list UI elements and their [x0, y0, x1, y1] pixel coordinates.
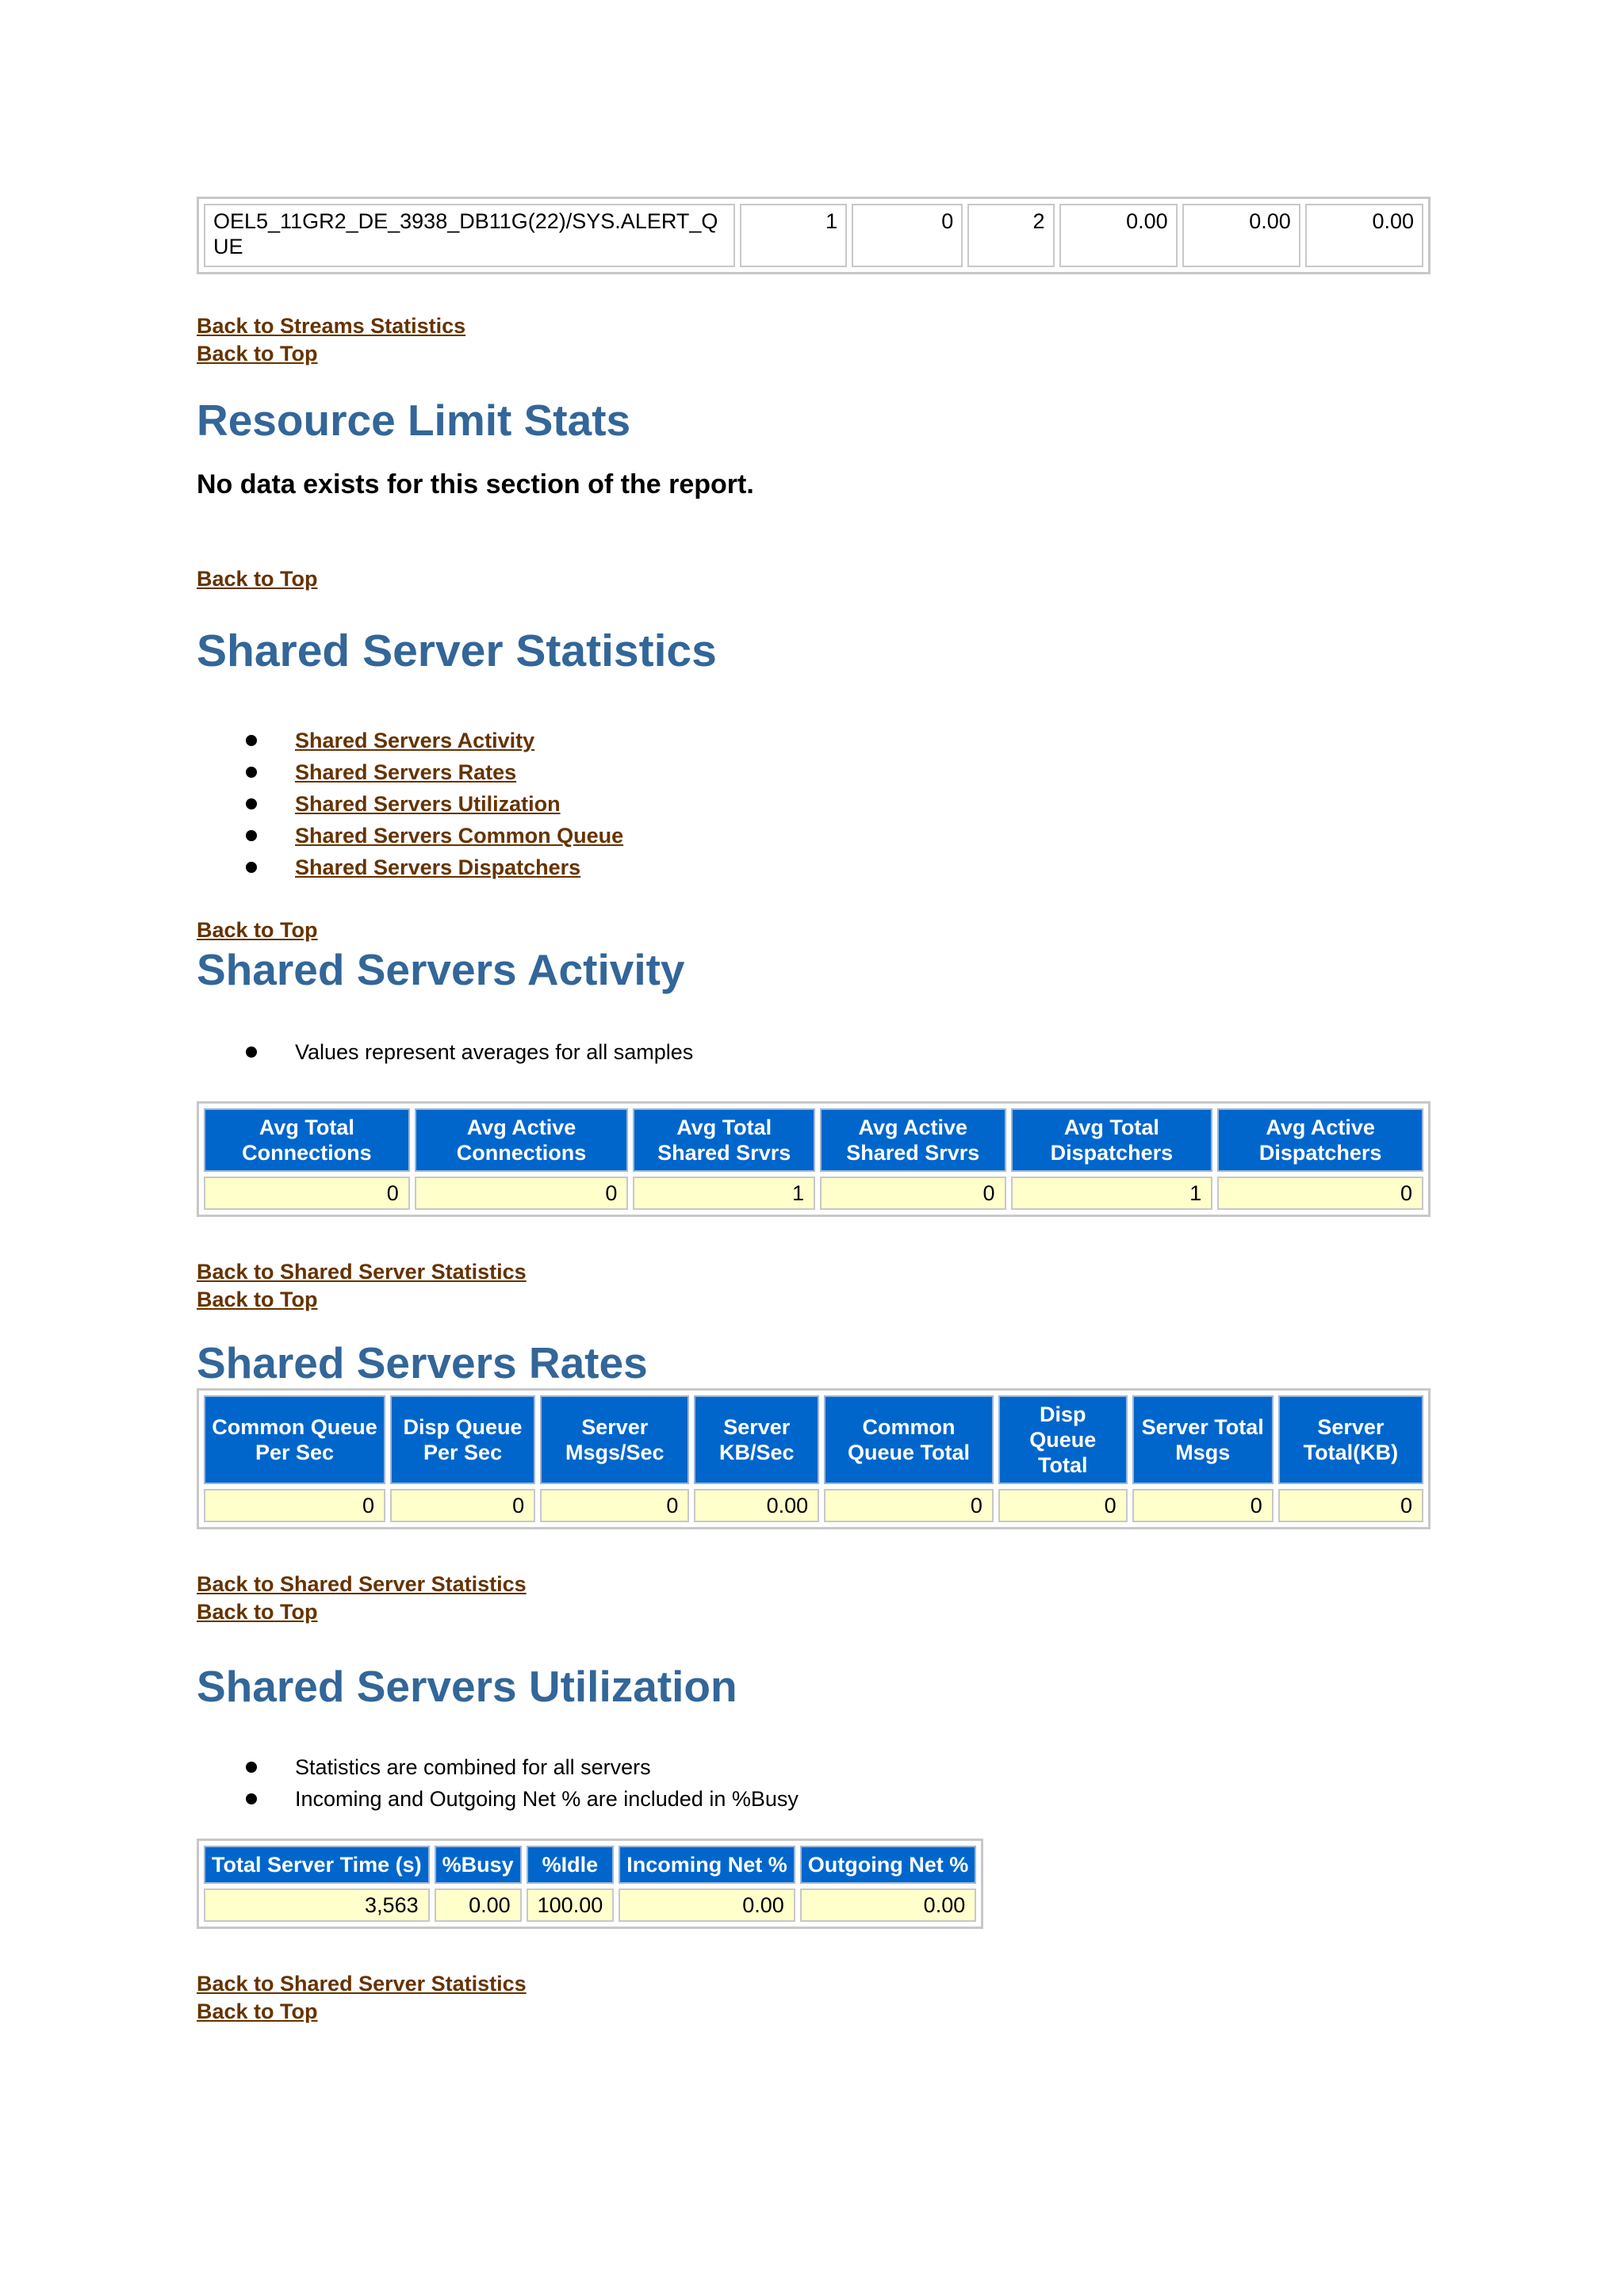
table-cell: 0.00	[1182, 204, 1300, 267]
back-to-top-link[interactable]: Back to Top	[197, 1999, 318, 2023]
back-to-top-link[interactable]: Back to Top	[197, 567, 318, 591]
bullet-icon	[246, 862, 257, 873]
shared-server-toc	[197, 725, 1431, 883]
note-item	[197, 1036, 1431, 1068]
column-header: Server Msgs/Sec	[540, 1395, 689, 1484]
activity-notes	[197, 1036, 1431, 1068]
note-item	[197, 1783, 1431, 1815]
table-row	[204, 204, 1423, 267]
column-header: Avg Active Dispatchers	[1217, 1108, 1423, 1172]
back-to-shared-server-link[interactable]: Back to Shared Server Statistics	[197, 1972, 527, 1996]
note-text: Incoming and Outgoing Net % are included in %Busy	[295, 1787, 799, 1811]
column-header: Disp Queue Total	[998, 1395, 1128, 1484]
back-to-streams-link[interactable]: Back to Streams Statistics	[197, 314, 466, 338]
table-cell: 0.00	[800, 1888, 976, 1922]
table-cell: 0.00	[435, 1888, 522, 1922]
table-cell: 100.00	[527, 1888, 615, 1922]
table-cell: 0	[998, 1489, 1128, 1522]
table-cell: 0	[1217, 1177, 1423, 1210]
column-header: Server Total Msgs	[1132, 1395, 1274, 1484]
toc-item	[197, 756, 1431, 788]
column-header: Common Queue Total	[824, 1395, 994, 1484]
column-header: Avg Active Connections	[415, 1108, 629, 1172]
activity-table	[197, 1101, 1431, 1217]
table-cell: 0	[824, 1489, 994, 1522]
table-cell: 0	[540, 1489, 689, 1522]
table-cell: 0	[1278, 1489, 1423, 1522]
bullet-icon	[246, 1047, 257, 1058]
column-header: Total Server Time (s)	[204, 1846, 430, 1884]
rates-table	[197, 1388, 1431, 1529]
table-cell: 0	[204, 1489, 385, 1522]
table-cell: 1	[1011, 1177, 1213, 1210]
shared-servers-utilization-title: Shared Servers Utilization	[197, 1662, 737, 1711]
shared-servers-activity-title: Shared Servers Activity	[197, 945, 685, 994]
back-to-top-link[interactable]: Back to Top	[197, 1600, 318, 1624]
table-header-row	[204, 1395, 1423, 1484]
utilization-table	[197, 1839, 983, 1929]
bullet-icon	[246, 830, 257, 841]
table-cell: 2	[967, 204, 1054, 267]
toc-item	[197, 851, 1431, 883]
toc-link-utilization[interactable]: Shared Servers Utilization	[295, 792, 561, 816]
table-cell: 0.00	[619, 1888, 795, 1922]
note-text: Values represent averages for all samples	[295, 1040, 694, 1064]
column-header: Avg Active Shared Srvrs	[820, 1108, 1006, 1172]
queue-name-cell: OEL5_11GR2_DE_3938_DB11G(22)/SYS.ALERT_QUE	[204, 204, 735, 267]
table-header-row	[204, 1108, 1423, 1172]
toc-link-rates[interactable]: Shared Servers Rates	[295, 760, 517, 784]
back-to-shared-server-link[interactable]: Back to Shared Server Statistics	[197, 1572, 527, 1596]
shared-server-statistics-title: Shared Server Statistics	[197, 626, 717, 676]
table-cell: 0	[1132, 1489, 1274, 1522]
table-cell: 0	[820, 1177, 1006, 1210]
table-cell: 3,563	[204, 1888, 430, 1922]
column-header: Server KB/Sec	[694, 1395, 819, 1484]
toc-item	[197, 788, 1431, 820]
column-header: Server Total(KB)	[1278, 1395, 1423, 1484]
bullet-icon	[246, 798, 257, 809]
toc-link-activity[interactable]: Shared Servers Activity	[295, 729, 535, 752]
table-header-row	[204, 1846, 976, 1884]
report-page	[197, 197, 1431, 2026]
back-to-shared-server-link[interactable]: Back to Shared Server Statistics	[197, 1260, 527, 1284]
column-header: Disp Queue Per Sec	[390, 1395, 535, 1484]
note-item	[197, 1751, 1431, 1783]
bullet-icon	[246, 767, 257, 778]
column-header: Incoming Net %	[619, 1846, 795, 1884]
toc-link-common-queue[interactable]: Shared Servers Common Queue	[295, 824, 624, 848]
column-header: Avg Total Connections	[204, 1108, 410, 1172]
column-header: Avg Total Dispatchers	[1011, 1108, 1213, 1172]
table-row	[204, 1177, 1423, 1210]
table-cell: 0	[415, 1177, 629, 1210]
table-cell: 0.00	[1305, 204, 1423, 267]
bullet-icon	[246, 1793, 257, 1804]
bullet-icon	[246, 735, 257, 746]
table-row	[204, 1489, 1423, 1522]
table-cell: 0.00	[694, 1489, 819, 1522]
column-header: Common Queue Per Sec	[204, 1395, 385, 1484]
column-header: Avg Total Shared Srvrs	[633, 1108, 815, 1172]
column-header: %Idle	[527, 1846, 615, 1884]
column-header: Outgoing Net %	[800, 1846, 976, 1884]
toc-link-dispatchers[interactable]: Shared Servers Dispatchers	[295, 855, 581, 879]
table-cell: 0	[390, 1489, 535, 1522]
note-text: Statistics are combined for all servers	[295, 1755, 651, 1779]
table-cell: 1	[740, 204, 847, 267]
utilization-notes	[197, 1751, 1431, 1815]
streams-queue-table	[197, 197, 1431, 274]
table-cell: 0	[852, 204, 963, 267]
shared-servers-rates-title: Shared Servers Rates	[197, 1338, 648, 1387]
back-to-top-link[interactable]: Back to Top	[197, 342, 318, 365]
column-header: %Busy	[435, 1846, 522, 1884]
bullet-icon	[246, 1762, 257, 1773]
back-to-top-link[interactable]: Back to Top	[197, 918, 318, 942]
resource-limit-title: Resource Limit Stats	[197, 396, 631, 445]
back-to-top-link[interactable]: Back to Top	[197, 1288, 318, 1311]
table-row	[204, 1888, 976, 1922]
toc-item	[197, 820, 1431, 851]
table-cell: 0	[204, 1177, 410, 1210]
toc-item	[197, 725, 1431, 756]
table-cell: 1	[633, 1177, 815, 1210]
no-data-message: No data exists for this section of the report.	[197, 469, 754, 499]
table-cell: 0.00	[1059, 204, 1178, 267]
